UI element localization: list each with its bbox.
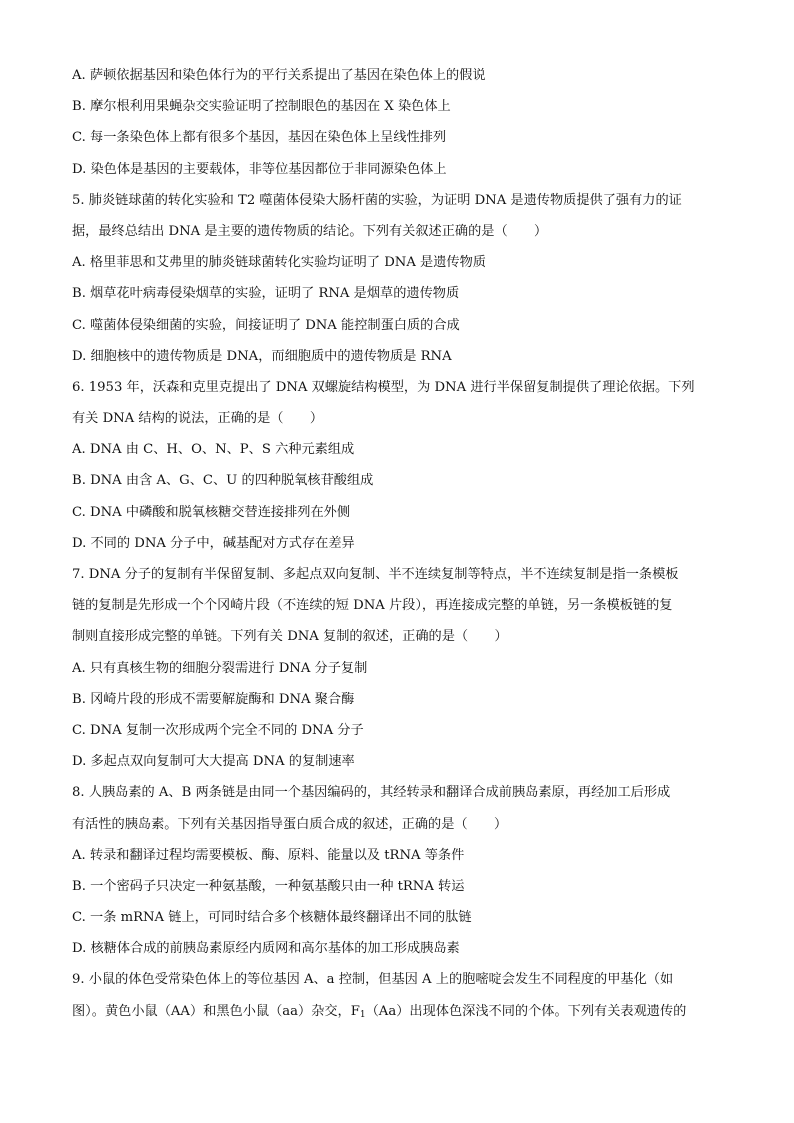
- option-7c: C. DNA 复制一次形成两个完全不同的 DNA 分子: [72, 722, 364, 738]
- document-page: [72, 60, 724, 1027]
- question-9-line-2: [72, 996, 724, 1027]
- question-5-line-2: 据，最终总结出 DNA 是主要的遗传物质的结论。下列有关叙述正确的是（ ）: [72, 223, 548, 239]
- question-7-line-1: 7. DNA 分子的复制有半保留复制、多起点双向复制、半不连续复制等特点，半不连续复制是指一条模板: [72, 567, 679, 582]
- option-5d: D. 细胞核中的遗传物质是 DNA，而细胞质中的遗传物质是 RNA: [72, 348, 452, 364]
- question-6-line-2: 有关 DNA 结构的说法，正确的是（ ）: [72, 411, 324, 427]
- option-6b: B. DNA 由含 A、G、C、U 的四种脱氧核苷酸组成: [72, 473, 374, 489]
- subscript-1: 1: [359, 1009, 366, 1020]
- option-6a: A. DNA 由 C、H、O、N、P、S 六种元素组成: [72, 442, 355, 458]
- option-7a: A. 只有真核生物的细胞分裂需进行 DNA 分子复制: [72, 660, 368, 676]
- question-7-line-2: 链的复制是先形成一个个冈崎片段（不连续的短 DNA 片段），再连接成完整的单链，另一条模板链的复: [72, 598, 673, 614]
- question-9-line-2-part1: 图）。黄色小鼠（AA）和黑色小鼠（aa）杂交，F: [72, 1003, 360, 1019]
- question-5-line-1: 5. 肺炎链球菌的转化实验和 T2 噬菌体侵染大肠杆菌的实验，为证明 DNA 是遗传物质提供了强有力的证: [72, 192, 682, 208]
- option-4a: A. 萨顿依据基因和染色体行为的平行关系提出了基因在染色体上的假说: [72, 68, 486, 83]
- option-6d: D. 不同的 DNA 分子中，碱基配对方式存在差异: [72, 535, 355, 551]
- option-6c: C. DNA 中磷酸和脱氧核糖交替连接排列在外侧: [72, 504, 351, 520]
- option-4d: D. 染色体是基因的主要载体，非等位基因都位于非同源染色体上: [72, 161, 447, 177]
- question-8-line-1: 8. 人胰岛素的 A、B 两条链是由同一个基因编码的，其经转录和翻译合成前胰岛素原，再经加工后形成: [72, 785, 671, 801]
- option-8d: D. 核糖体合成的前胰岛素原经内质网和高尔基体的加工形成胰岛素: [72, 941, 460, 957]
- option-5b: B. 烟草花叶病毒侵染烟草的实验，证明了 RNA 是烟草的遗传物质: [72, 286, 460, 302]
- question-6-line-1: 6. 1953 年，沃森和克里克提出了 DNA 双螺旋结构模型，为 DNA 进行半保留复制提供了理论依据。下列: [72, 379, 695, 395]
- option-8b: B. 一个密码子只决定一种氨基酸，一种氨基酸只由一种 tRNA 转运: [72, 878, 465, 894]
- option-7b: B. 冈崎片段的形成不需要解旋酶和 DNA 聚合酶: [72, 691, 355, 707]
- question-8-line-2: 有活性的胰岛素。下列有关基因指导蛋白质合成的叙述，正确的是（ ）: [72, 816, 508, 832]
- option-7d: D. 多起点双向复制可大大提高 DNA 的复制速率: [72, 754, 355, 770]
- option-8c: C. 一条 mRNA 链上，可同时结合多个核糖体最终翻译出不同的肽链: [72, 910, 472, 926]
- question-9-line-1: 9. 小鼠的体色受常染色体上的等位基因 A、a 控制，但基因 A 上的胞嘧啶会发生不同程度的甲基化（如: [72, 972, 674, 988]
- option-4c: C. 每一条染色体上都有很多个基因，基因在染色体上呈线性排列: [72, 130, 447, 146]
- option-8a: A. 转录和翻译过程均需要模板、酶、原料、能量以及 tRNA 等条件: [72, 847, 465, 863]
- question-9-line-2-part2: （Aa）出现体色深浅不同的个体。下列有关表观遗传的: [365, 1003, 687, 1019]
- option-5a: A. 格里菲思和艾弗里的肺炎链球菌转化实验均证明了 DNA 是遗传物质: [72, 255, 486, 271]
- question-7-line-3: 制则直接形成完整的单链。下列有关 DNA 复制的叙述，正确的是（ ）: [72, 629, 508, 645]
- option-4b: B. 摩尔根利用果蝇杂交实验证明了控制眼色的基因在 X 染色体上: [72, 99, 451, 115]
- option-5c: C. 噬菌体侵染细菌的实验，间接证明了 DNA 能控制蛋白质的合成: [72, 317, 460, 333]
